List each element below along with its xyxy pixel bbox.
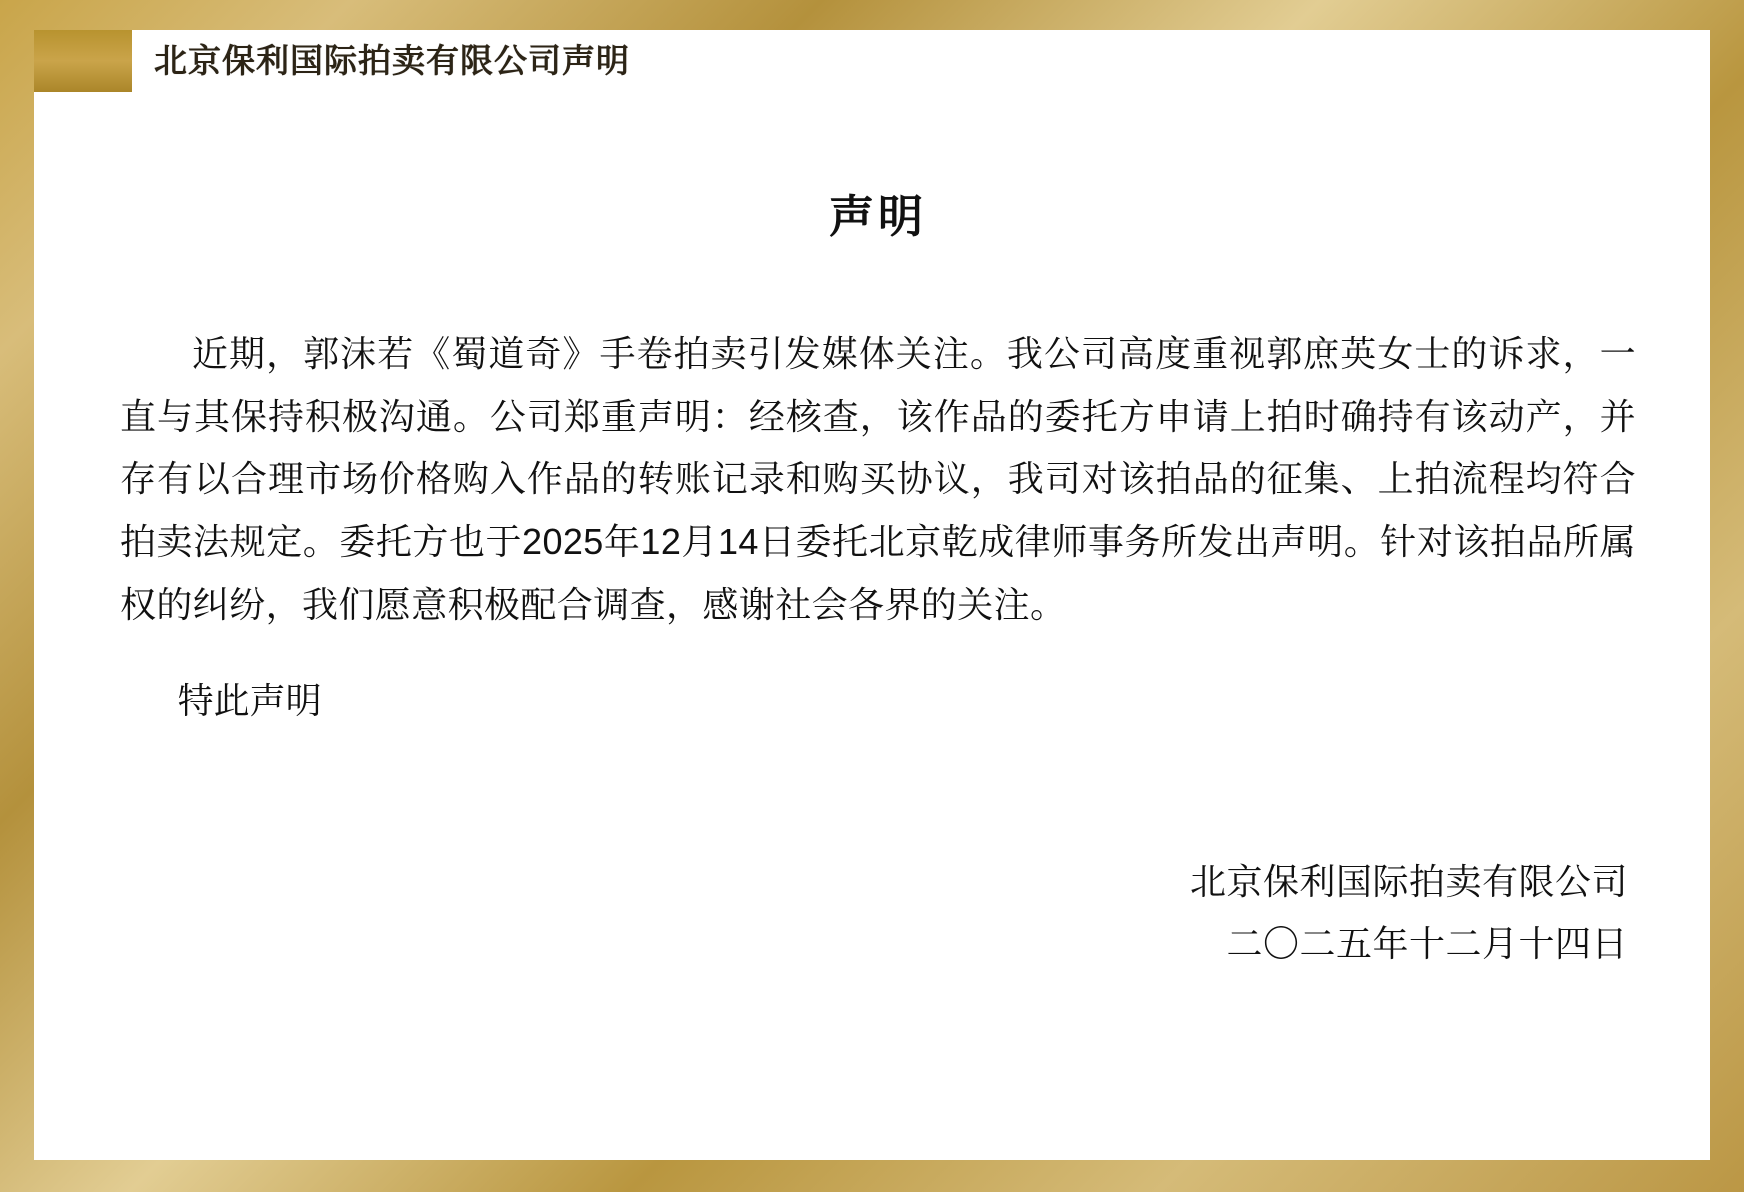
document-sheet xyxy=(34,30,1710,1160)
document-title: 声明 xyxy=(828,191,927,242)
statement-paragraph: 近期，郭沫若《蜀道奇》手卷拍卖引发媒体关注。我公司高度重视郭庶英女士的诉求，一直与其保持积极沟通。公司郑重声明：经核查，该作品的委托方申请上拍时确持有该动产，并存有以合理市场价格购入作品的转账记录和购买协议，我司对该拍品的征集、上拍流程均符合拍卖法规定。委托方也于2025年12月14日委托北京乾成律师事务所发出声明。针对该拍品所属权的纠纷，我们愿意积极配合调查，感谢社会各界的关注。 xyxy=(120,333,1636,625)
header-banner xyxy=(34,30,1710,92)
header-gold-block xyxy=(34,30,132,92)
signature-block xyxy=(120,851,1636,975)
header-banner-title: 北京保利国际拍卖有限公司声明 xyxy=(154,42,630,79)
closing-line: 特此声明 xyxy=(177,680,322,722)
document-content xyxy=(34,92,1710,1160)
signature-company: 北京保利国际拍卖有限公司 xyxy=(1189,860,1628,902)
signature-date: 二〇二五年十二月十四日 xyxy=(1226,922,1628,964)
